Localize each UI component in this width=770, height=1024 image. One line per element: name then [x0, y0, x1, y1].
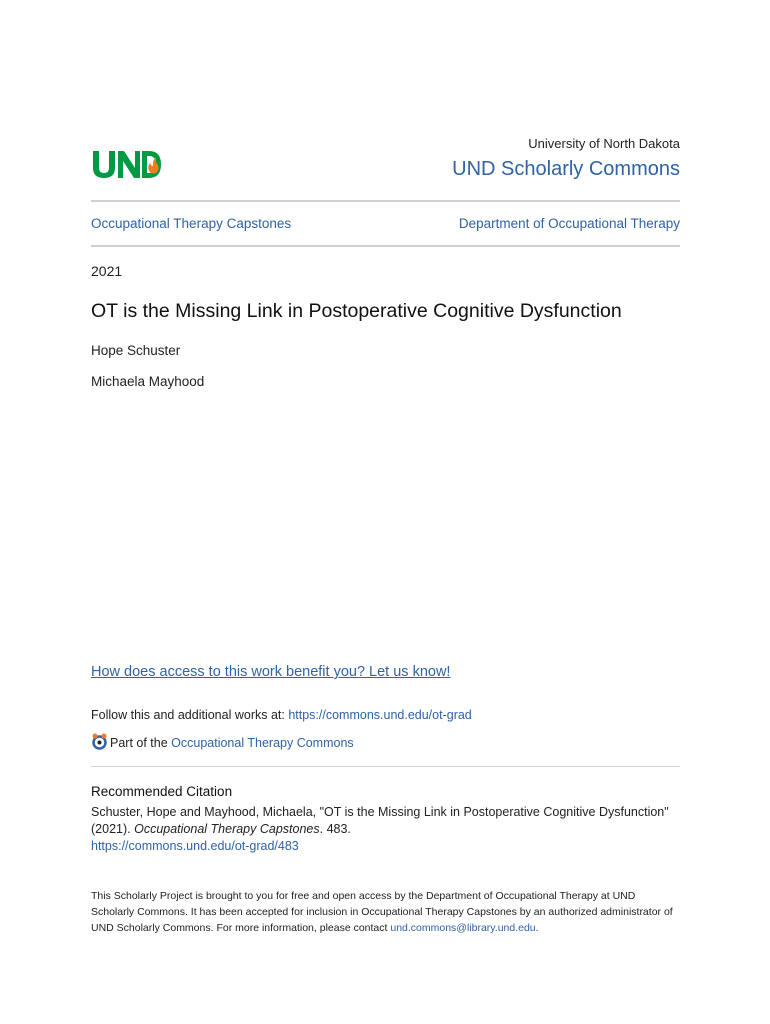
publication-year: 2021	[91, 263, 123, 279]
citation-journal: Occupational Therapy Capstones	[134, 822, 320, 836]
repository-name[interactable]: UND Scholarly Commons	[452, 158, 680, 180]
citation-number: . 483.	[319, 822, 351, 836]
header-divider	[91, 200, 680, 202]
follow-label: Follow this and additional works at:	[91, 708, 289, 722]
access-statement-end: .	[535, 922, 539, 934]
contact-email-link[interactable]: und.commons@library.und.edu	[390, 922, 536, 934]
citation-divider	[91, 766, 680, 767]
citation-text	[91, 804, 680, 855]
author-2: Michaela Mayhood	[91, 374, 205, 389]
series-divider	[91, 245, 680, 247]
feedback-link[interactable]: How does access to this work benefit you? Let us know!	[91, 664, 451, 680]
access-statement	[91, 888, 680, 936]
citation-heading: Recommended Citation	[91, 784, 233, 799]
access-statement-text: This Scholarly Project is brought to you for free and open access by the Department of Occupational Therapy at UND Scholarly Commons. It has been accepted for inclusion in Occupational Therapy Capstones by an authorized administrator of UND Scholarly Commons. For more information, please contact	[91, 890, 673, 934]
follow-line	[91, 708, 472, 722]
part-of-label: Part of the	[110, 736, 172, 750]
network-icon	[91, 733, 108, 750]
cover-page	[91, 0, 680, 1024]
author-1: Hope Schuster	[91, 343, 181, 358]
follow-url-link[interactable]: https://commons.und.edu/ot-grad	[288, 708, 472, 722]
department-link[interactable]: Department of Occupational Therapy	[458, 216, 680, 231]
discipline-link[interactable]: Occupational Therapy Commons	[171, 736, 354, 750]
series-link[interactable]: Occupational Therapy Capstones	[91, 216, 292, 231]
citation-main: Schuster, Hope and Mayhood, Michaela, "OT is the Missing Link in Postoperative Cognitive Dysfunction" (2021).	[91, 805, 669, 836]
document-title: OT is the Missing Link in Postoperative Cognitive Dysfunction	[91, 300, 622, 322]
und-logo[interactable]	[91, 148, 161, 180]
citation-url-link[interactable]: https://commons.und.edu/ot-grad/483	[91, 839, 299, 853]
part-of-line	[91, 733, 354, 750]
repository-header	[91, 136, 680, 186]
university-name: University of North Dakota	[528, 136, 680, 151]
